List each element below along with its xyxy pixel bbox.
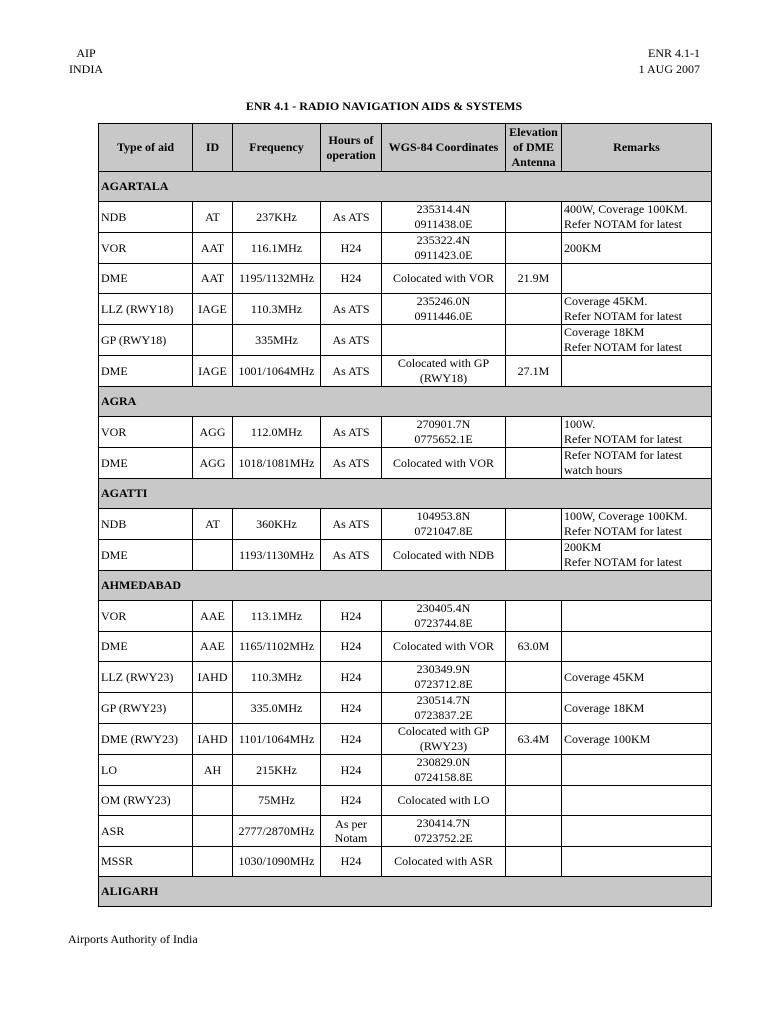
table-row [99,632,712,662]
cell-id: IAHD [193,724,233,755]
col-type-of-aid: Type of aid [99,124,193,172]
cell-id: AAT [193,233,233,264]
cell-id: AT [193,202,233,233]
cell-type: LLZ (RWY23) [99,662,193,693]
header-country: INDIA [69,62,103,76]
cell-frequency: 360KHz [233,509,321,540]
cell-hours: H24 [321,724,382,755]
cell-id: IAHD [193,662,233,693]
cell-hours: H24 [321,662,382,693]
section-name: AGATTI [99,479,712,509]
cell-hours: H24 [321,786,382,816]
table-row [99,264,712,294]
cell-frequency: 116.1MHz [233,233,321,264]
cell-id: AH [193,755,233,786]
table-row [99,693,712,724]
nav-aids-table [98,123,712,907]
col-id: ID [193,124,233,172]
cell-elevation [506,662,562,693]
cell-hours: As ATS [321,448,382,479]
cell-coordinates [382,325,506,356]
section-name: AGRA [99,387,712,417]
cell-remarks [562,816,712,847]
cell-hours: H24 [321,601,382,632]
cell-elevation: 21.9M [506,264,562,294]
cell-coordinates: 230829.0N 0724158.8E [382,755,506,786]
cell-type: DME [99,632,193,662]
table-row [99,233,712,264]
cell-coordinates: 230414.7N 0723752.2E [382,816,506,847]
cell-type: ASR [99,816,193,847]
cell-frequency: 112.0MHz [233,417,321,448]
cell-coordinates: Colocated with LO [382,786,506,816]
cell-elevation [506,786,562,816]
cell-remarks [562,786,712,816]
cell-type: DME (RWY23) [99,724,193,755]
col-frequency: Frequency [233,124,321,172]
cell-coordinates: Colocated with NDB [382,540,506,571]
cell-coordinates: 104953.8N 0721047.8E [382,509,506,540]
section-row [99,479,712,509]
cell-id: AAE [193,632,233,662]
cell-type: LLZ (RWY18) [99,294,193,325]
table-row [99,601,712,632]
cell-coordinates: 235246.0N 0911446.0E [382,294,506,325]
table-row [99,448,712,479]
table-row [99,816,712,847]
table-row [99,755,712,786]
cell-elevation: 27.1M [506,356,562,387]
cell-type: VOR [99,601,193,632]
cell-coordinates: Colocated with VOR [382,632,506,662]
table-row [99,417,712,448]
cell-frequency: 1193/1130MHz [233,540,321,571]
table-body [99,172,712,907]
cell-id: AAE [193,601,233,632]
cell-remarks: 100W. Refer NOTAM for latest [562,417,712,448]
cell-type: VOR [99,233,193,264]
cell-type: LO [99,755,193,786]
cell-hours: As ATS [321,417,382,448]
cell-remarks [562,755,712,786]
cell-type: NDB [99,202,193,233]
cell-coordinates: Colocated with ASR [382,847,506,877]
cell-id: AGG [193,448,233,479]
cell-id [193,693,233,724]
cell-type: VOR [99,417,193,448]
cell-remarks [562,847,712,877]
cell-id [193,816,233,847]
header-date: 1 AUG 2007 [638,62,700,76]
table-row [99,294,712,325]
header-aip: AIP [76,46,96,60]
cell-remarks: Coverage 100KM [562,724,712,755]
table-row [99,662,712,693]
cell-hours: As ATS [321,540,382,571]
cell-hours: As per Notam [321,816,382,847]
cell-hours: As ATS [321,294,382,325]
cell-type: DME [99,448,193,479]
cell-coordinates: 235322.4N 0911423.0E [382,233,506,264]
cell-frequency: 2777/2870MHz [233,816,321,847]
section-row [99,571,712,601]
cell-frequency: 215KHz [233,755,321,786]
cell-id: AT [193,509,233,540]
cell-type: MSSR [99,847,193,877]
cell-hours: H24 [321,847,382,877]
section-name: AGARTALA [99,172,712,202]
cell-hours: H24 [321,755,382,786]
cell-coordinates: Colocated with GP (RWY18) [382,356,506,387]
cell-frequency: 75MHz [233,786,321,816]
cell-coordinates: Colocated with GP (RWY23) [382,724,506,755]
cell-elevation [506,233,562,264]
cell-id [193,540,233,571]
cell-remarks: Coverage 18KM [562,693,712,724]
cell-remarks [562,264,712,294]
cell-type: OM (RWY23) [99,786,193,816]
cell-frequency: 1018/1081MHz [233,448,321,479]
cell-frequency: 237KHz [233,202,321,233]
section-name: ALIGARH [99,877,712,907]
cell-id: IAGE [193,294,233,325]
cell-elevation [506,816,562,847]
cell-elevation: 63.0M [506,632,562,662]
section-row [99,877,712,907]
cell-remarks [562,601,712,632]
cell-elevation: 63.4M [506,724,562,755]
cell-remarks: 400W, Coverage 100KM. Refer NOTAM for latest [562,202,712,233]
table-row [99,847,712,877]
cell-type: DME [99,264,193,294]
cell-elevation [506,755,562,786]
cell-type: GP (RWY18) [99,325,193,356]
footer: Airports Authority of India [68,932,198,946]
cell-elevation [506,325,562,356]
cell-frequency: 1030/1090MHz [233,847,321,877]
cell-remarks: Coverage 45KM [562,662,712,693]
cell-frequency: 1001/1064MHz [233,356,321,387]
cell-id: AAT [193,264,233,294]
cell-type: NDB [99,509,193,540]
cell-elevation [506,540,562,571]
header-left [62,45,110,77]
cell-frequency: 110.3MHz [233,294,321,325]
cell-frequency: 335.0MHz [233,693,321,724]
cell-type: GP (RWY23) [99,693,193,724]
cell-coordinates: 230514.7N 0723837.2E [382,693,506,724]
section-row [99,387,712,417]
cell-elevation [506,847,562,877]
cell-remarks: Refer NOTAM for latest watch hours [562,448,712,479]
header-page-ref: ENR 4.1-1 [648,46,700,60]
cell-coordinates: 230405.4N 0723744.8E [382,601,506,632]
cell-hours: As ATS [321,325,382,356]
cell-frequency: 1195/1132MHz [233,264,321,294]
cell-frequency: 110.3MHz [233,662,321,693]
cell-hours: H24 [321,632,382,662]
cell-hours: H24 [321,264,382,294]
cell-remarks: Coverage 18KM Refer NOTAM for latest [562,325,712,356]
cell-remarks: 100W, Coverage 100KM. Refer NOTAM for latest [562,509,712,540]
cell-coordinates: Colocated with VOR [382,264,506,294]
cell-id [193,325,233,356]
cell-hours: H24 [321,233,382,264]
cell-type: DME [99,540,193,571]
cell-id [193,786,233,816]
header-right [639,45,700,77]
cell-frequency: 113.1MHz [233,601,321,632]
table-header-row [99,124,712,172]
cell-frequency: 335MHz [233,325,321,356]
cell-coordinates: 270901.7N 0775652.1E [382,417,506,448]
table-row [99,724,712,755]
cell-remarks: Coverage 45KM. Refer NOTAM for latest [562,294,712,325]
cell-hours: As ATS [321,202,382,233]
cell-remarks: 200KM Refer NOTAM for latest [562,540,712,571]
cell-hours: As ATS [321,356,382,387]
table-row [99,540,712,571]
cell-elevation [506,509,562,540]
cell-id [193,847,233,877]
cell-type: DME [99,356,193,387]
section-name: AHMEDABAD [99,571,712,601]
col-remarks: Remarks [562,124,712,172]
col-coordinates: WGS-84 Coordinates [382,124,506,172]
cell-elevation [506,202,562,233]
cell-coordinates: 235314.4N 0911438.0E [382,202,506,233]
cell-frequency: 1101/1064MHz [233,724,321,755]
cell-hours: H24 [321,693,382,724]
col-hours: Hours of operation [321,124,382,172]
table-row [99,509,712,540]
cell-coordinates: 230349.9N 0723712.8E [382,662,506,693]
table-row [99,325,712,356]
col-elevation: Elevation of DME Antenna [506,124,562,172]
table-row [99,356,712,387]
table-row [99,786,712,816]
cell-coordinates: Colocated with VOR [382,448,506,479]
page-title: ENR 4.1 - RADIO NAVIGATION AIDS & SYSTEMS [245,99,523,113]
section-row [99,172,712,202]
cell-elevation [506,417,562,448]
cell-remarks: 200KM [562,233,712,264]
cell-remarks [562,356,712,387]
cell-id: AGG [193,417,233,448]
cell-id: IAGE [193,356,233,387]
cell-elevation [506,601,562,632]
table-row [99,202,712,233]
cell-elevation [506,693,562,724]
cell-frequency: 1165/1102MHz [233,632,321,662]
cell-remarks [562,632,712,662]
cell-elevation [506,448,562,479]
cell-elevation [506,294,562,325]
cell-hours: As ATS [321,509,382,540]
